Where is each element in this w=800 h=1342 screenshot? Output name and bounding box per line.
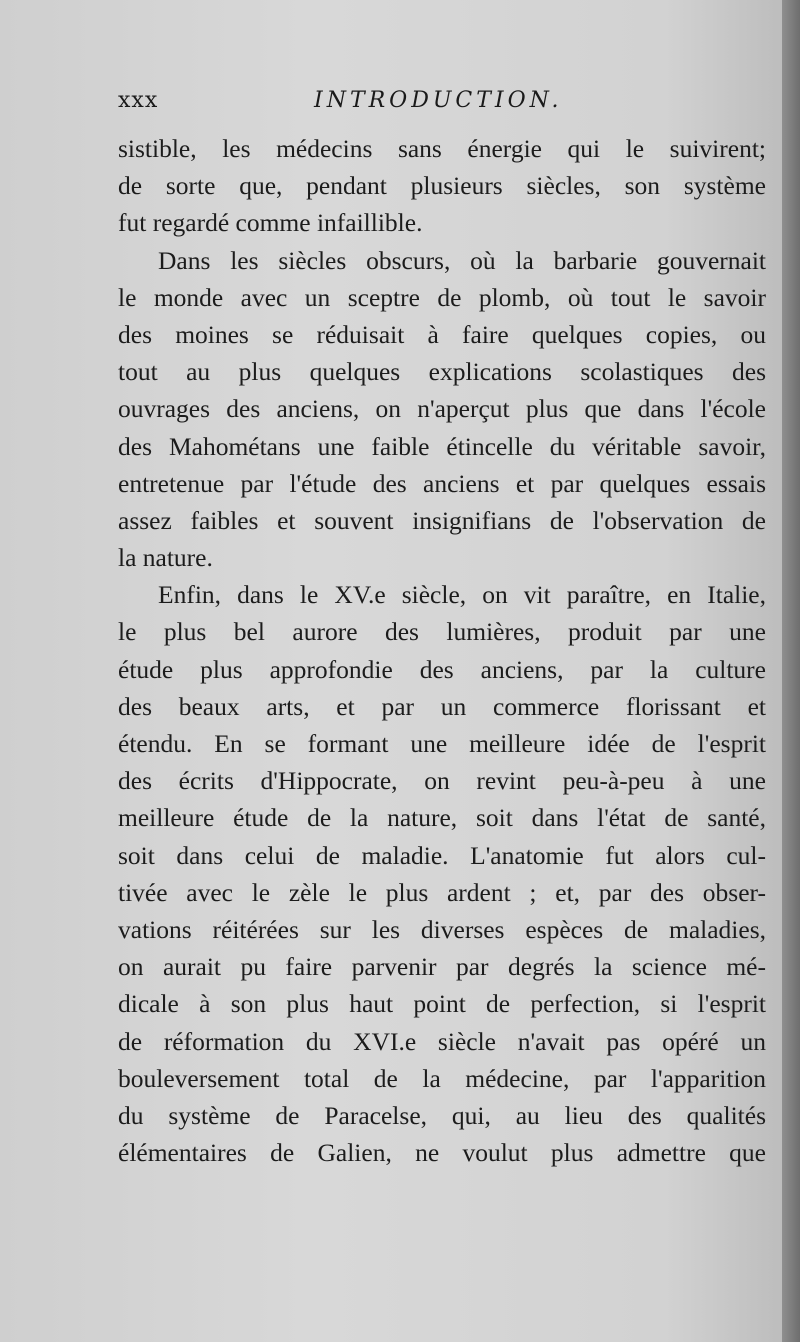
text-line: meilleure étude de la nature, soit dans l'état de santé, — [118, 803, 766, 833]
running-title: INTRODUCTION. — [314, 88, 563, 113]
text-line: du système de Paracelse, qui, au lieu des qualités — [118, 1100, 766, 1130]
text-line: Enfin, dans le XV.e siècle, on vit paraître, en Italie, — [158, 580, 766, 610]
text-line: des Mahométans une faible étincelle du véritable savoir, — [118, 431, 766, 461]
text-line: bouleversement total de la médecine, par l'apparition — [118, 1063, 766, 1093]
text-line: de réformation du XVI.e siècle n'avait pas opéré un — [118, 1026, 766, 1056]
text-line: élémentaires de Galien, ne voulut plus admettre que — [118, 1138, 766, 1168]
text-line: Dans les siècles obscurs, où la barbarie gouvernait — [158, 245, 766, 275]
text-line: tout au plus quelques explications scolastiques des — [118, 357, 766, 387]
text-line: assez faibles et souvent insignifians de l'observation de — [118, 505, 766, 535]
text-line: étude plus approfondie des anciens, par la culture — [118, 654, 766, 684]
text-line: sistible, les médecins sans énergie qui le suivirent; — [118, 134, 766, 163]
text-line: des écrits d'Hippocrate, on revint peu-à-peu à une — [118, 766, 766, 796]
text-line: le plus bel aurore des lumières, produit par une — [118, 617, 766, 647]
text-line: on aurait pu faire parvenir par degrés la science mé- — [118, 952, 766, 982]
text-line: ouvrages des anciens, on n'aperçut plus que dans l'école — [118, 394, 766, 424]
text-line: des moines se réduisait à faire quelques copies, ou — [118, 319, 766, 349]
page-header — [118, 88, 768, 124]
page-number: xxx — [118, 88, 159, 113]
text-line: de sorte que, pendant plusieurs siècles, son système — [118, 171, 766, 201]
text-line: tivée avec le zèle le plus ardent ; et, par des obser- — [118, 877, 766, 907]
text-line: soit dans celui de maladie. L'anatomie fut alors cul- — [118, 840, 766, 870]
body-text — [118, 130, 766, 1171]
page-edge-shadow — [782, 0, 800, 1342]
text-line: vations réitérées sur les diverses espèces de maladies, — [118, 914, 766, 944]
text-line: dicale à son plus haut point de perfection, si l'esprit — [118, 989, 766, 1019]
text-line: le monde avec un sceptre de plomb, où tout le savoir — [118, 282, 766, 312]
text-line: des beaux arts, et par un commerce florissant et — [118, 691, 766, 721]
text-line: entretenue par l'étude des anciens et par quelques essais — [118, 468, 766, 498]
text-line: étendu. En se formant une meilleure idée de l'esprit — [118, 729, 766, 758]
text-line: la nature. — [118, 543, 213, 573]
text-line: fut regardé comme infaillible. — [118, 208, 423, 238]
